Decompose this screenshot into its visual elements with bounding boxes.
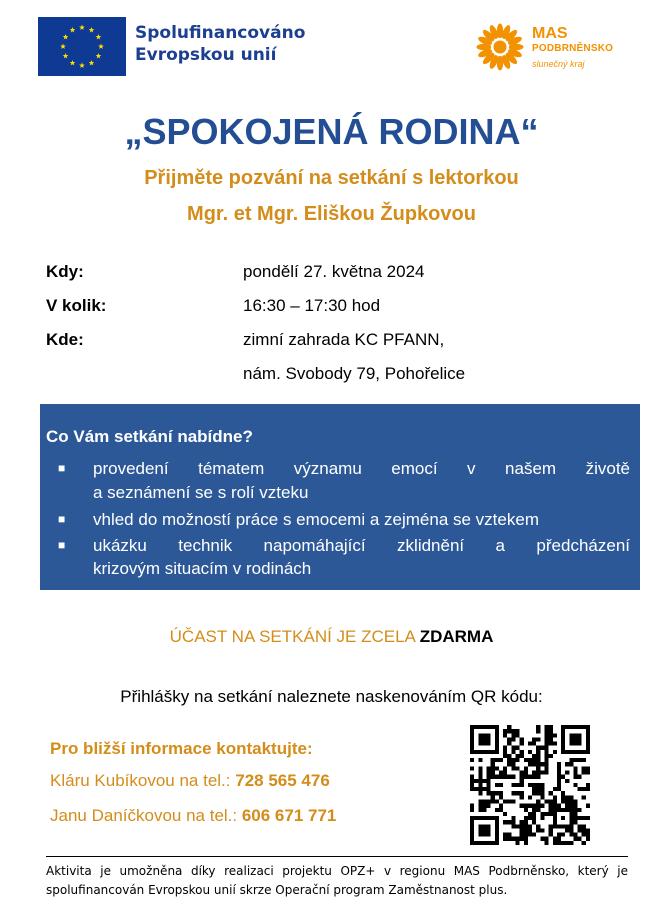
page-title: „SPOKOJENÁ RODINA“ xyxy=(124,111,539,152)
eu-star-icon xyxy=(60,44,66,49)
footer-line1: Aktivita je umožněna díky realizaci projektu OPZ+ v regionu MAS Podbrněnsko, který je xyxy=(46,864,628,878)
eu-text-line1: Spolufinancováno xyxy=(135,23,306,43)
bullet-icon: ■ xyxy=(58,461,66,475)
subtitle-lecturer: Mgr. et Mgr. Eliškou Župkovou xyxy=(187,203,476,225)
footer-divider xyxy=(46,856,628,857)
info-label-when: Kdy: xyxy=(46,262,84,281)
eu-star-icon xyxy=(70,60,76,65)
offer-item-2-line1: vhled do možností práce s emocemi a zejména se vztekem xyxy=(93,510,539,529)
contact-person-2 xyxy=(50,805,336,827)
contact-phone-1[interactable]: 728 565 476 xyxy=(235,771,330,790)
contact-name-2: Janu Daníčkovou na tel.: xyxy=(50,806,242,825)
contact-name-1: Kláru Kubíkovou na tel.: xyxy=(50,771,236,790)
info-value-time: 16:30 – 17:30 hod xyxy=(243,296,381,315)
contact-person-1 xyxy=(50,770,330,792)
eu-star-icon xyxy=(96,34,102,39)
bullet-icon: ■ xyxy=(58,512,66,526)
qr-code[interactable] xyxy=(470,725,590,845)
offer-item-3-line1: ukázku technik napomáhající zklidnění a předcházení xyxy=(93,536,630,555)
info-value-address: nám. Svobody 79, Pohořelice xyxy=(243,364,466,383)
mas-logo-subtitle: PODBRNĚNSKO xyxy=(532,43,614,54)
offer-item-3-line2: krizovým situacím v rodinách xyxy=(93,559,312,578)
info-label-time: V kolik: xyxy=(46,296,107,315)
subtitle-invitation: Přijměte pozvání na setkání s lektorkou xyxy=(144,167,519,189)
free-text: ÚČAST NA SETKÁNÍ JE ZCELA xyxy=(169,627,420,646)
eu-text-line2: Evropskou unií xyxy=(135,45,277,65)
eu-star-icon xyxy=(79,25,85,30)
mas-logo-tagline: slunečný kraj xyxy=(532,59,585,69)
eu-star-icon xyxy=(79,63,85,68)
registration-text: Přihlášky na setkání naleznete naskenováním QR kódu: xyxy=(120,687,543,706)
free-bold: ZDARMA xyxy=(419,627,494,646)
contact-heading: Pro bližší informace kontaktujte: xyxy=(50,739,313,758)
footer-note xyxy=(46,862,628,900)
eu-star-icon xyxy=(70,27,76,32)
free-participation xyxy=(0,625,663,649)
sun-icon xyxy=(476,23,524,71)
eu-star-icon xyxy=(96,53,102,58)
eu-flag-logo xyxy=(38,17,126,76)
offer-box xyxy=(40,404,640,590)
contact-phone-2[interactable]: 606 671 771 xyxy=(241,806,337,825)
info-label-where: Kde: xyxy=(46,330,84,349)
eu-star-icon xyxy=(98,44,104,49)
eu-star-icon xyxy=(63,34,69,39)
eu-star-icon xyxy=(63,53,69,58)
mas-logo-title: MAS xyxy=(532,25,568,42)
info-value-when: pondělí 27. května 2024 xyxy=(243,262,425,281)
eu-star-icon xyxy=(89,60,95,65)
offer-heading: Co Vám setkání nabídne? xyxy=(46,427,253,446)
footer-line2: spolufinancován Evropskou unií skrze Operační program Zaměstnanost plus. xyxy=(46,883,508,897)
eu-stars-icon xyxy=(38,17,126,76)
offer-item-1-line2: a seznámení se s rolí vzteku xyxy=(93,483,309,502)
bullet-icon: ■ xyxy=(58,538,66,552)
info-value-where: zimní zahrada KC PFANN, xyxy=(243,330,445,349)
offer-item-1-line1: provedení tématem významu emocí v našem životě xyxy=(93,459,630,478)
eu-star-icon xyxy=(89,27,95,32)
eu-cofinanced-text xyxy=(135,22,305,66)
